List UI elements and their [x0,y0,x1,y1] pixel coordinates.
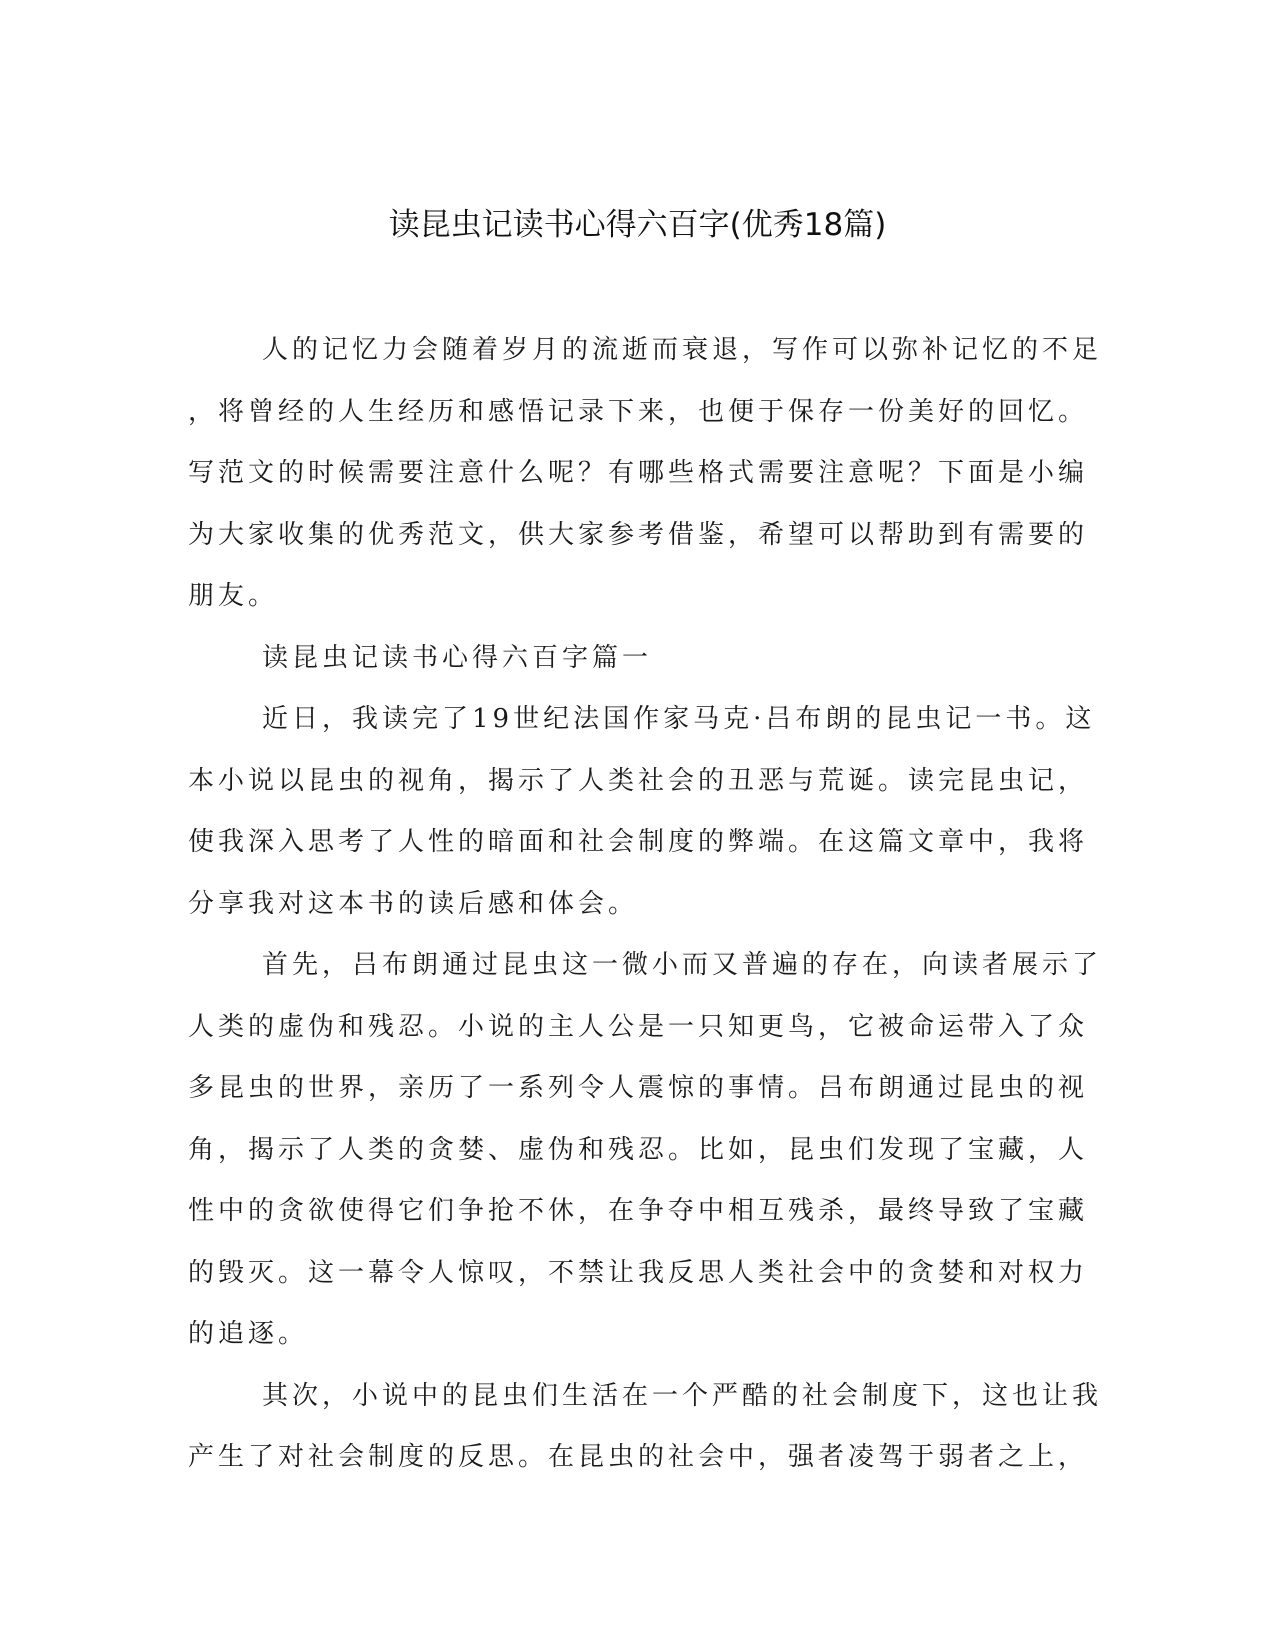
text-line: 使我深入思考了人性的暗面和社会制度的弊端。在这篇文章中，我将 [188,827,1089,857]
text-line: 性中的贪欲使得它们争抢不休，在争夺中相互残杀，最终导致了宝藏 [188,1196,1089,1226]
text-line: 近日，我读完了19世纪法国作家马克·吕布朗的昆虫记一书。这 [262,704,1096,734]
paragraph [188,1366,1103,1489]
section-heading [188,628,1081,690]
text-line: 人的记忆力会随着岁月的流逝而衰退，写作可以弥补记忆的不足 [262,335,1103,365]
text-line: 产生了对社会制度的反思。在昆虫的社会中，强者凌驾于弱者之上， [188,1442,1089,1472]
paragraph [188,689,1096,935]
text-line: ，将曾经的人生经历和感悟记录下来，也便于保存一份美好的回忆。 [188,396,1089,427]
paragraph [188,935,1103,1366]
text-line: 多昆虫的世界，亲历了一系列令人震惊的事情。吕布朗通过昆虫的视 [188,1073,1089,1103]
text-line: 的毁灭。这一幕令人惊叹，不禁让我反思人类社会中的贪婪和对权力 [188,1257,1089,1288]
text-line: 为大家收集的优秀范文，供大家参考借鉴，希望可以帮助到有需要的 [188,519,1089,550]
document-title: 读昆虫记读书心得六百字(优秀18篇) [388,207,887,243]
text-line: 本小说以昆虫的视角，揭示了人类社会的丑恶与荒诞。读完昆虫记， [188,765,1089,796]
text-line: 朋友。 [188,581,279,611]
text-line: 分享我对这本书的读后感和体会。 [188,888,639,919]
text-line: 读昆虫记读书心得六百字篇一 [262,642,653,673]
text-line: 人类的虚伪和残忍。小说的主人公是一只知更鸟，它被命运带入了众 [188,1011,1089,1042]
text-line: 首先，吕布朗通过昆虫这一微小而又普遍的存在，向读者展示了 [262,950,1103,980]
paragraph-intro [188,320,1103,628]
document-body [188,320,1103,1489]
text-line: 角，揭示了人类的贪婪、虚伪和残忍。比如，昆虫们发现了宝藏，人 [188,1134,1089,1165]
text-line: 写范文的时候需要注意什么呢？有哪些格式需要注意呢？下面是小编 [188,458,1089,488]
text-line: 其次，小说中的昆虫们生活在一个严酷的社会制度下，这也让我 [262,1380,1103,1411]
text-line: 的追逐。 [188,1319,309,1349]
